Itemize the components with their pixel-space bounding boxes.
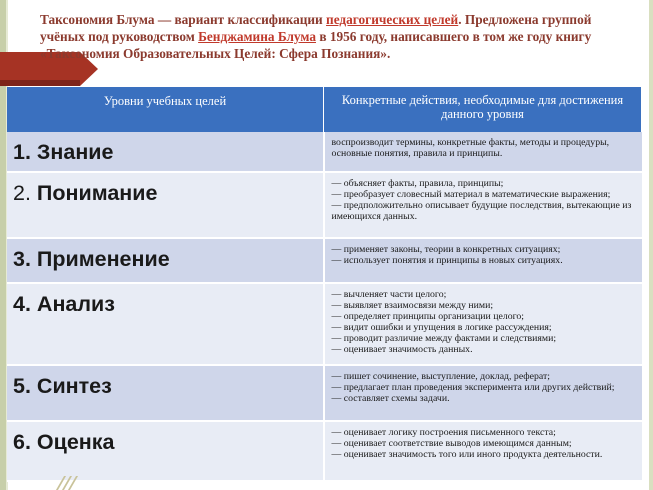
level-number: 5.	[13, 374, 31, 398]
action-line: — пишет сочинение, выступление, доклад, реферат;	[331, 371, 550, 382]
action-line: — видит ошибки и упущения в логике рассуждения;	[331, 322, 552, 333]
level-title: Анализ	[30, 292, 115, 316]
action-line: — преобразует словесный материал в математические выражения;	[331, 189, 611, 200]
action-line: — выявляет взаимосвязи между ними;	[331, 300, 494, 311]
level-title: Знание	[30, 140, 114, 164]
level-name	[7, 238, 324, 283]
bottom-decor	[40, 476, 100, 490]
action-line: — предположительно описывает будущие последствия, вытекающие из имеющихся данных.	[331, 200, 632, 222]
table-row	[7, 421, 642, 481]
level-name	[7, 283, 324, 365]
action-line: воспроизводит термины, конкретные факты, методы и процедуры, основные понятия, правила и принципы.	[331, 137, 610, 159]
action-line: — оценивает значимость того или иного продукта деятельности.	[331, 449, 603, 460]
action-line: — оценивает логику построения письменного текста;	[331, 427, 556, 438]
level-number: 4.	[13, 292, 31, 316]
table-row	[7, 365, 642, 421]
level-number: 1.	[13, 140, 31, 164]
right-decor-border	[649, 0, 653, 490]
level-actions	[324, 172, 642, 238]
action-line: — объясняет факты, правила, принципы;	[331, 178, 504, 189]
action-line: — составляет схемы задачи.	[331, 393, 450, 404]
level-name	[7, 421, 324, 481]
action-line: — предлагает план проведения эксперимента или других действий;	[331, 382, 615, 393]
table-row	[7, 238, 642, 283]
col-header-levels: Уровни учебных целей	[7, 87, 324, 132]
action-line: — оценивает соответствие выводов имеющимся данным;	[331, 438, 572, 449]
level-title: Применение	[30, 247, 170, 271]
level-title: Понимание	[30, 181, 158, 205]
link-benjamin-bloom[interactable]: Бенджамина Блума	[198, 29, 316, 44]
slide-header-text	[40, 11, 630, 62]
level-actions	[324, 238, 642, 283]
table-row	[7, 132, 642, 172]
level-actions	[324, 365, 642, 421]
level-name	[7, 132, 324, 172]
action-line: — вычленяет части целого;	[331, 289, 447, 300]
header-text-3: в 1956 году, написавшего в том же году книгу «Таксономия Образовательных Целей: Сфера Познания».	[40, 29, 592, 61]
action-line: — проводит различие между фактами и следствиями;	[331, 333, 557, 344]
level-actions	[324, 283, 642, 365]
level-number: 6.	[13, 430, 31, 454]
table-header-row	[7, 87, 642, 132]
level-name	[7, 365, 324, 421]
level-actions	[324, 421, 642, 481]
link-pedagogical-goals[interactable]: педагогических целей	[326, 12, 459, 27]
table-row	[7, 283, 642, 365]
col-header-actions: Конкретные действия, необходимые для достижения данного уровня	[324, 87, 642, 132]
level-title: Оценка	[30, 430, 115, 454]
header-text-2: . Предложена группой учёных под руководством	[40, 12, 592, 44]
level-title: Синтез	[30, 374, 112, 398]
action-line: — применяет законы, теории в конкретных ситуациях;	[331, 244, 561, 255]
table-row	[7, 172, 642, 238]
header-text-1: — вариант классификации	[154, 12, 327, 27]
action-line: — определяет принципы организации целого;	[331, 311, 525, 322]
level-number: 2.	[13, 181, 31, 205]
level-number: 3.	[13, 247, 31, 271]
action-line: — оценивает значимость данных.	[331, 344, 473, 355]
action-line: — использует понятия и принципы в новых ситуациях.	[331, 255, 563, 266]
header-title: Таксономия Блума	[40, 12, 155, 27]
level-name	[7, 172, 324, 238]
bloom-taxonomy-table	[7, 87, 642, 482]
level-actions	[324, 132, 642, 172]
